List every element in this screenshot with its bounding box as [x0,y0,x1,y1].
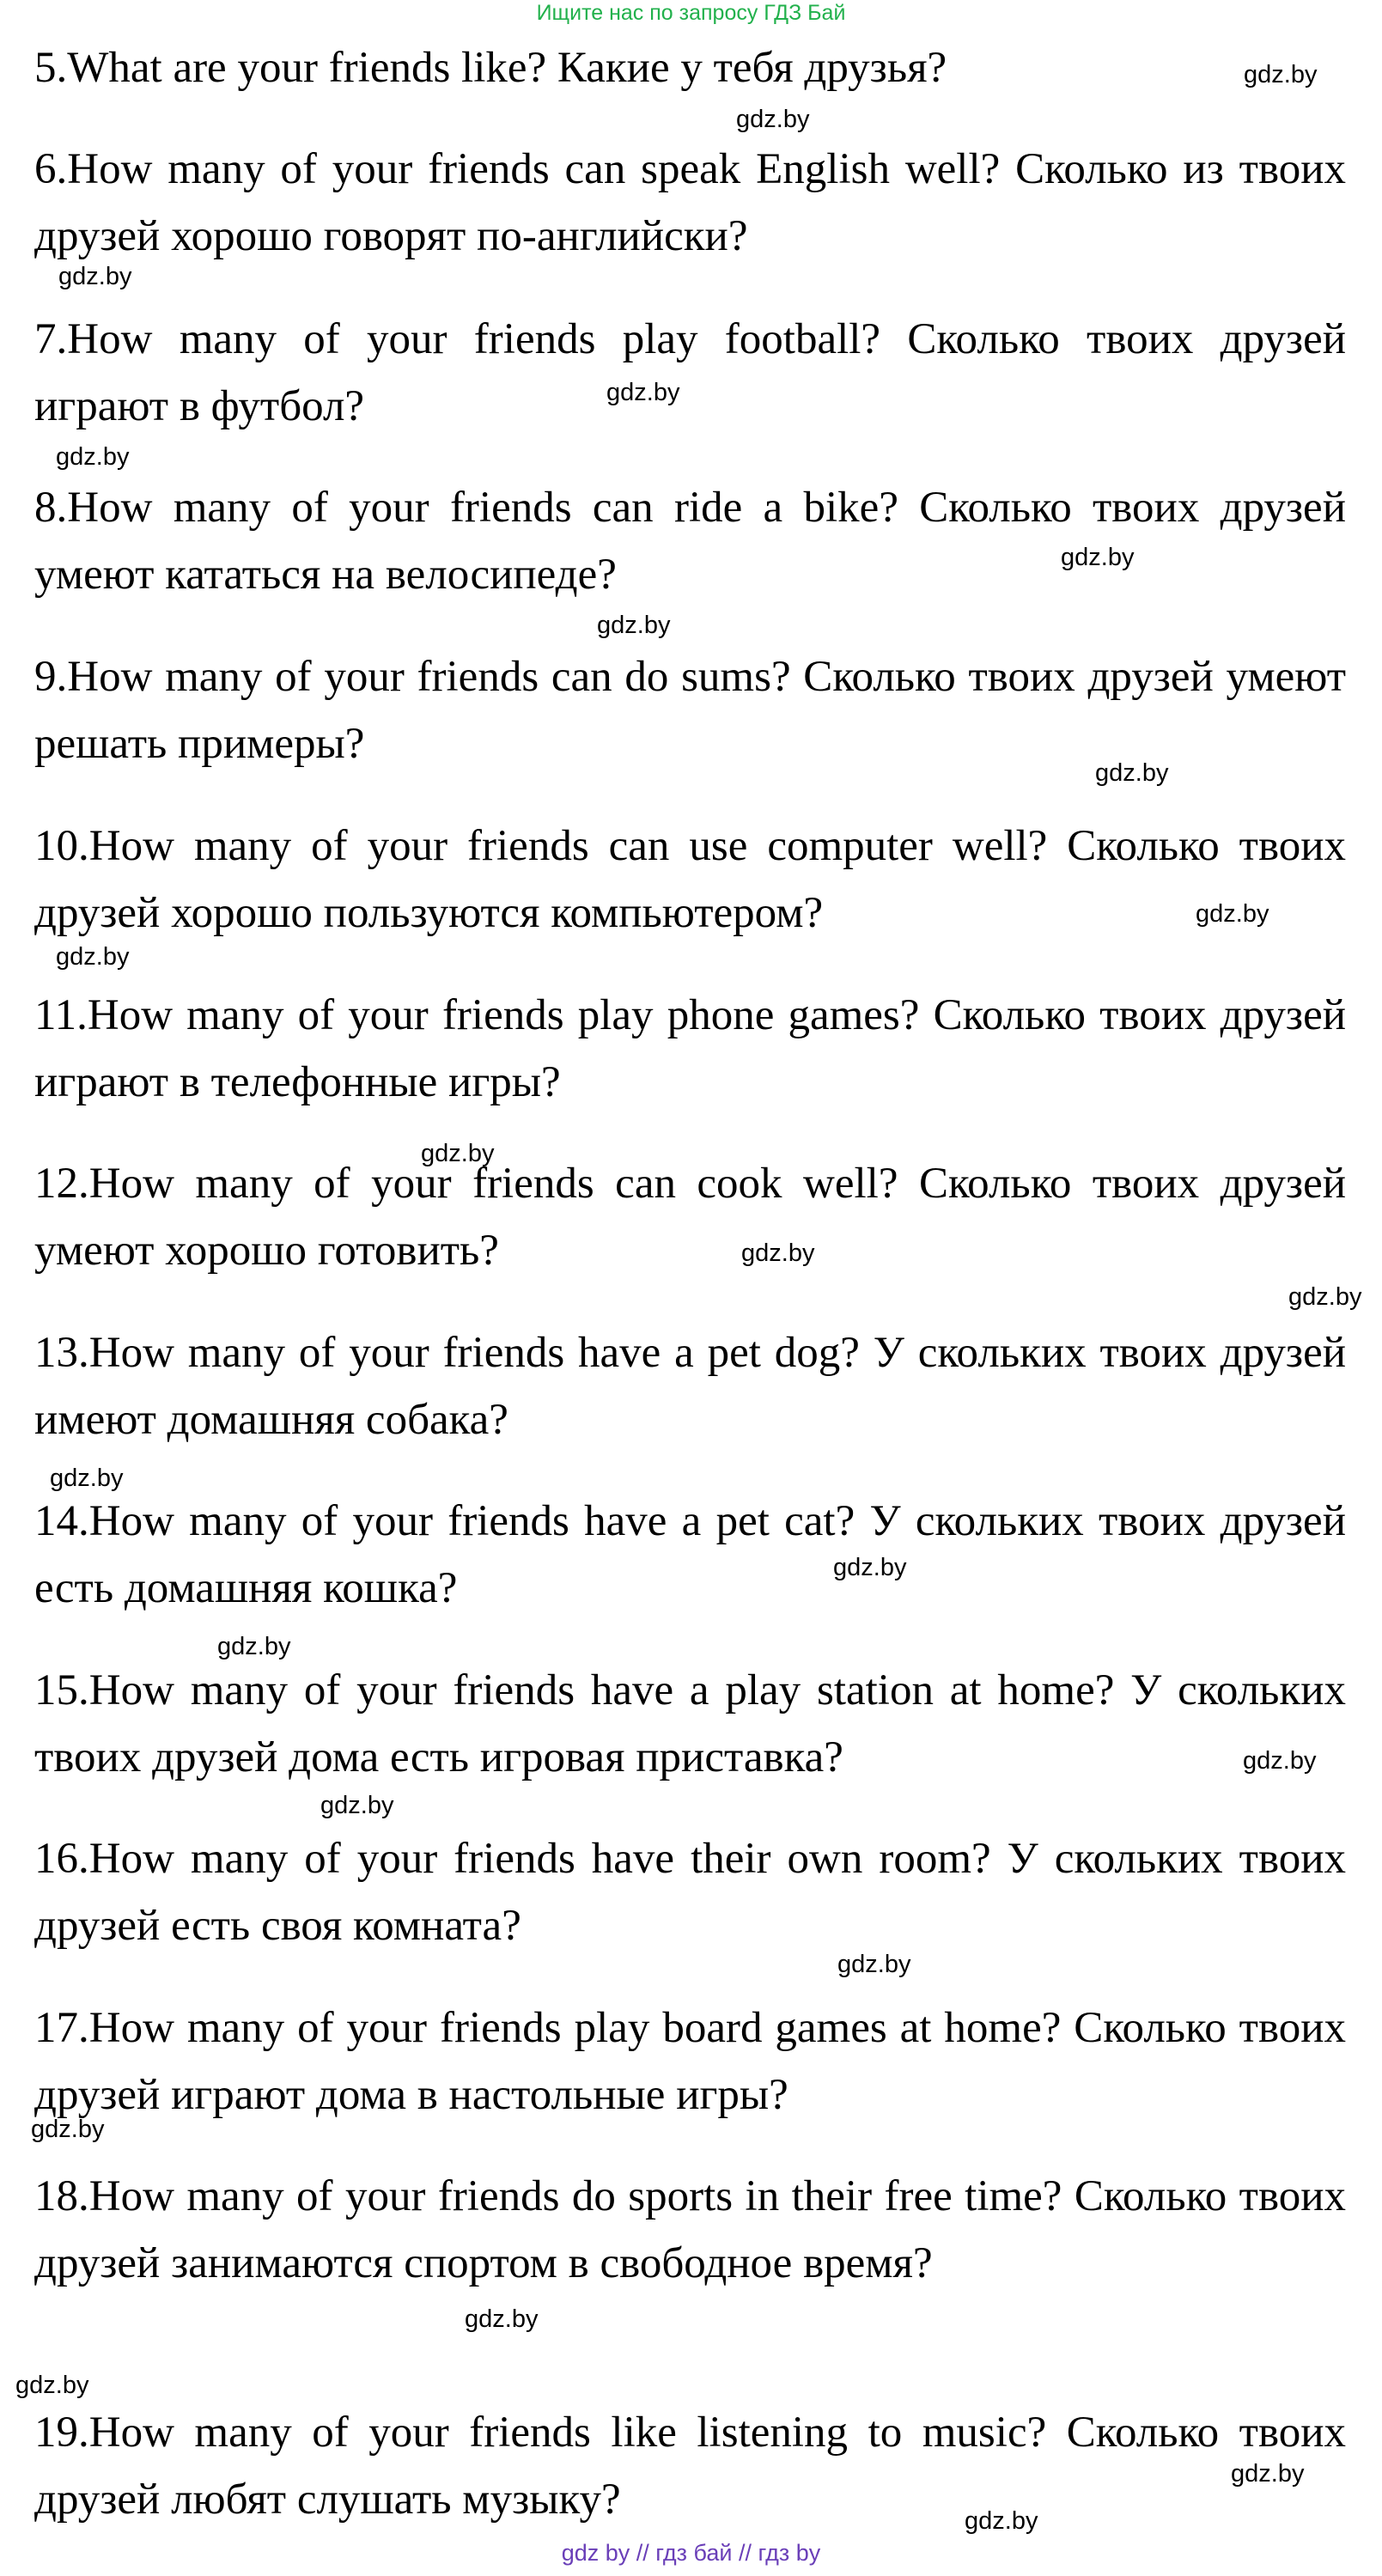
watermark: gdz.by [31,2116,105,2143]
footer-links: gdz by // гдз бай // гдз by [561,2540,821,2566]
watermark: gdz.by [320,1792,394,1819]
watermark: gdz.by [1095,759,1169,787]
watermark: gdz.by [465,2305,539,2333]
question-19: 19.How many of your friends like listening to music? Сколько твоих друзей любят слушать музыку? [34,2409,1346,2524]
watermark: gdz.by [597,612,671,639]
watermark: gdz.by [15,2372,89,2399]
question-5: 5.What are your friends like? Какие у тебя друзья? [34,44,947,92]
watermark: gdz.by [606,379,680,406]
watermark: gdz.by [1196,900,1269,928]
watermark: gdz.by [833,1554,907,1581]
watermark: gdz.by [56,943,130,971]
watermark: gdz.by [1288,1283,1362,1311]
question-12: 12.How many of your friends can cook well? Сколько твоих друзей умеют хорошо готовить? [34,1160,1346,1275]
watermark: gdz.by [58,263,132,290]
question-18: 18.How many of your friends do sports in their free time? Сколько твоих друзей занимаются спортом в свободное время? [34,2172,1346,2287]
watermark: gdz.by [50,1465,124,1492]
question-7: 7.How many of your friends play football? Сколько твоих друзей играют в футбол? [34,315,1346,430]
question-9: 9.How many of your friends can do sums? Сколько твоих друзей умеют решать примеры? [34,653,1346,768]
watermark: gdz.by [965,2507,1038,2535]
watermark: gdz.by [741,1239,815,1267]
watermark: gdz.by [1061,544,1135,571]
question-14: 14.How many of your friends have a pet cat? У скольких твоих друзей есть домашняя кошка? [34,1497,1346,1612]
watermark: gdz.by [736,106,810,133]
question-6: 6.How many of your friends can speak English well? Сколько из твоих друзей хорошо говорят по-английски? [34,145,1346,260]
top-banner: Ищите нас по запросу ГДЗ Бай [536,1,846,25]
question-13: 13.How many of your friends have a pet dog? У скольких твоих друзей имеют домашняя собака? [34,1329,1346,1444]
question-15: 15.How many of your friends have a play station at home? У скольких твоих друзей дома есть игровая приставка? [34,1666,1346,1781]
watermark: gdz.by [217,1633,291,1660]
question-8: 8.How many of your friends can ride a bike? Сколько твоих друзей умеют кататься на велосипеде? [34,484,1346,599]
watermark: gdz.by [1243,1747,1317,1775]
watermark: gdz.by [421,1140,495,1167]
question-10: 10.How many of your friends can use computer well? Сколько твоих друзей хорошо пользуются компьютером? [34,822,1346,937]
question-16: 16.How many of your friends have their own room? У скольких твоих друзей есть своя комната? [34,1835,1346,1950]
watermark: gdz.by [1244,61,1318,88]
question-17: 17.How many of your friends play board games at home? Сколько твоих друзей играют дома в настольные игры? [34,2004,1346,2119]
watermark: gdz.by [837,1951,911,1978]
question-11: 11.How many of your friends play phone games? Сколько твоих друзей играют в телефонные игры? [34,991,1346,1106]
watermark: gdz.by [1231,2460,1305,2488]
watermark: gdz.by [56,443,130,471]
